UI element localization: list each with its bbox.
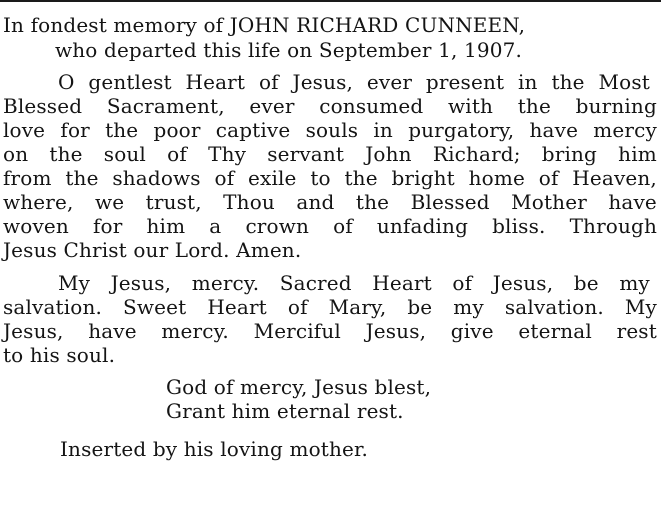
word: crown: [245, 214, 309, 238]
word: Jesus,: [492, 271, 554, 295]
word: present: [425, 70, 505, 94]
word: trust,: [145, 190, 202, 214]
prayer-line: [3, 94, 657, 118]
word: O: [58, 70, 75, 94]
word: John: [365, 142, 412, 166]
word: my: [619, 271, 650, 295]
word: home: [468, 166, 525, 190]
word: we: [94, 190, 125, 214]
word: Sacred: [279, 271, 352, 295]
prayer-line: [3, 190, 657, 214]
word: with: [448, 94, 494, 118]
word: mercy: [593, 118, 657, 142]
word: my: [453, 295, 484, 319]
word: servant: [267, 142, 345, 166]
word: from: [3, 166, 52, 190]
word: Jesus,: [292, 70, 354, 94]
prayer-line: [3, 166, 657, 190]
word: consumed: [319, 94, 424, 118]
prayer-line: [3, 142, 657, 166]
word: ever: [249, 94, 295, 118]
word: Sweet: [123, 295, 187, 319]
word: purgatory,: [408, 118, 515, 142]
word: salvation.: [504, 295, 604, 319]
word: Heart: [372, 271, 432, 295]
word: in: [373, 118, 393, 142]
word: woven: [3, 214, 69, 238]
word: of: [538, 166, 559, 190]
word: have: [608, 190, 657, 214]
word: bright: [391, 166, 455, 190]
word: Thy: [208, 142, 247, 166]
word: soul: [103, 142, 146, 166]
word: Thou: [223, 190, 275, 214]
word: Heart: [185, 70, 246, 94]
word: of: [452, 271, 473, 295]
invocation-line: [3, 319, 657, 343]
word: the: [65, 166, 99, 190]
word: burning: [575, 94, 657, 118]
word: Mother: [511, 190, 587, 214]
word: of: [287, 295, 308, 319]
header-line-2: who departed this life on September 1, 1907.: [55, 38, 522, 62]
prayer-line: [3, 118, 657, 142]
word: Sacrament,: [106, 94, 225, 118]
word: captive: [215, 118, 291, 142]
word: him: [146, 214, 186, 238]
invocation-line: to his soul.: [3, 343, 116, 367]
word: Blessed: [410, 190, 490, 214]
word: mercy.: [161, 319, 229, 343]
header-line-1: In fondest memory of JOHN RICHARD CUNNEEN,: [3, 13, 526, 37]
word: ever: [366, 70, 413, 94]
word: Most: [598, 70, 650, 94]
top-rule: [0, 0, 661, 2]
word: where,: [3, 190, 74, 214]
word: shadows: [112, 166, 201, 190]
prayer-line: [58, 70, 650, 94]
word: bring: [541, 142, 597, 166]
word: My: [624, 295, 657, 319]
word: rest: [616, 319, 657, 343]
word: of: [258, 70, 279, 94]
closing-line: Inserted by his loving mother.: [60, 437, 368, 461]
word: souls: [305, 118, 359, 142]
word: give: [450, 319, 494, 343]
word: Jesus,: [110, 271, 172, 295]
word: for: [60, 118, 90, 142]
word: poor: [153, 118, 201, 142]
prayer-line: [3, 214, 657, 238]
word: Heaven,: [572, 166, 657, 190]
word: and: [296, 190, 335, 214]
invocation-line: [58, 271, 650, 295]
word: of: [167, 142, 187, 166]
word: bliss.: [492, 214, 546, 238]
word: him: [618, 142, 657, 166]
word: gentlest: [88, 70, 172, 94]
word: in: [518, 70, 538, 94]
word: Jesus,: [3, 319, 64, 343]
word: of: [333, 214, 353, 238]
word: of: [214, 166, 235, 190]
word: unfading: [376, 214, 469, 238]
word: My: [58, 271, 91, 295]
word: to: [310, 166, 331, 190]
word: Through: [569, 214, 657, 238]
word: on: [3, 142, 29, 166]
word: Merciful: [253, 319, 341, 343]
word: be: [407, 295, 433, 319]
word: Jesus,: [365, 319, 427, 343]
word: have: [529, 118, 579, 142]
word: a: [209, 214, 222, 238]
word: be: [573, 271, 599, 295]
word: exile: [248, 166, 297, 190]
word: the: [355, 190, 390, 214]
word: Mary,: [328, 295, 387, 319]
word: mercy.: [191, 271, 260, 295]
word: the: [517, 94, 551, 118]
word: eternal: [518, 319, 592, 343]
word: Blessed: [3, 94, 83, 118]
word: for: [93, 214, 123, 238]
prayer-line: Jesus Christ our Lord. Amen.: [3, 238, 302, 262]
word: Heart: [207, 295, 267, 319]
word: the: [105, 118, 139, 142]
word: love: [3, 118, 46, 142]
word: salvation.: [3, 295, 103, 319]
invocation-line: [3, 295, 657, 319]
word: the: [344, 166, 378, 190]
verse-line-2: Grant him eternal rest.: [166, 399, 404, 423]
word: have: [88, 319, 137, 343]
verse-line-1: God of mercy, Jesus blest,: [166, 375, 432, 399]
word: the: [551, 70, 585, 94]
word: Richard;: [432, 142, 521, 166]
word: the: [49, 142, 83, 166]
